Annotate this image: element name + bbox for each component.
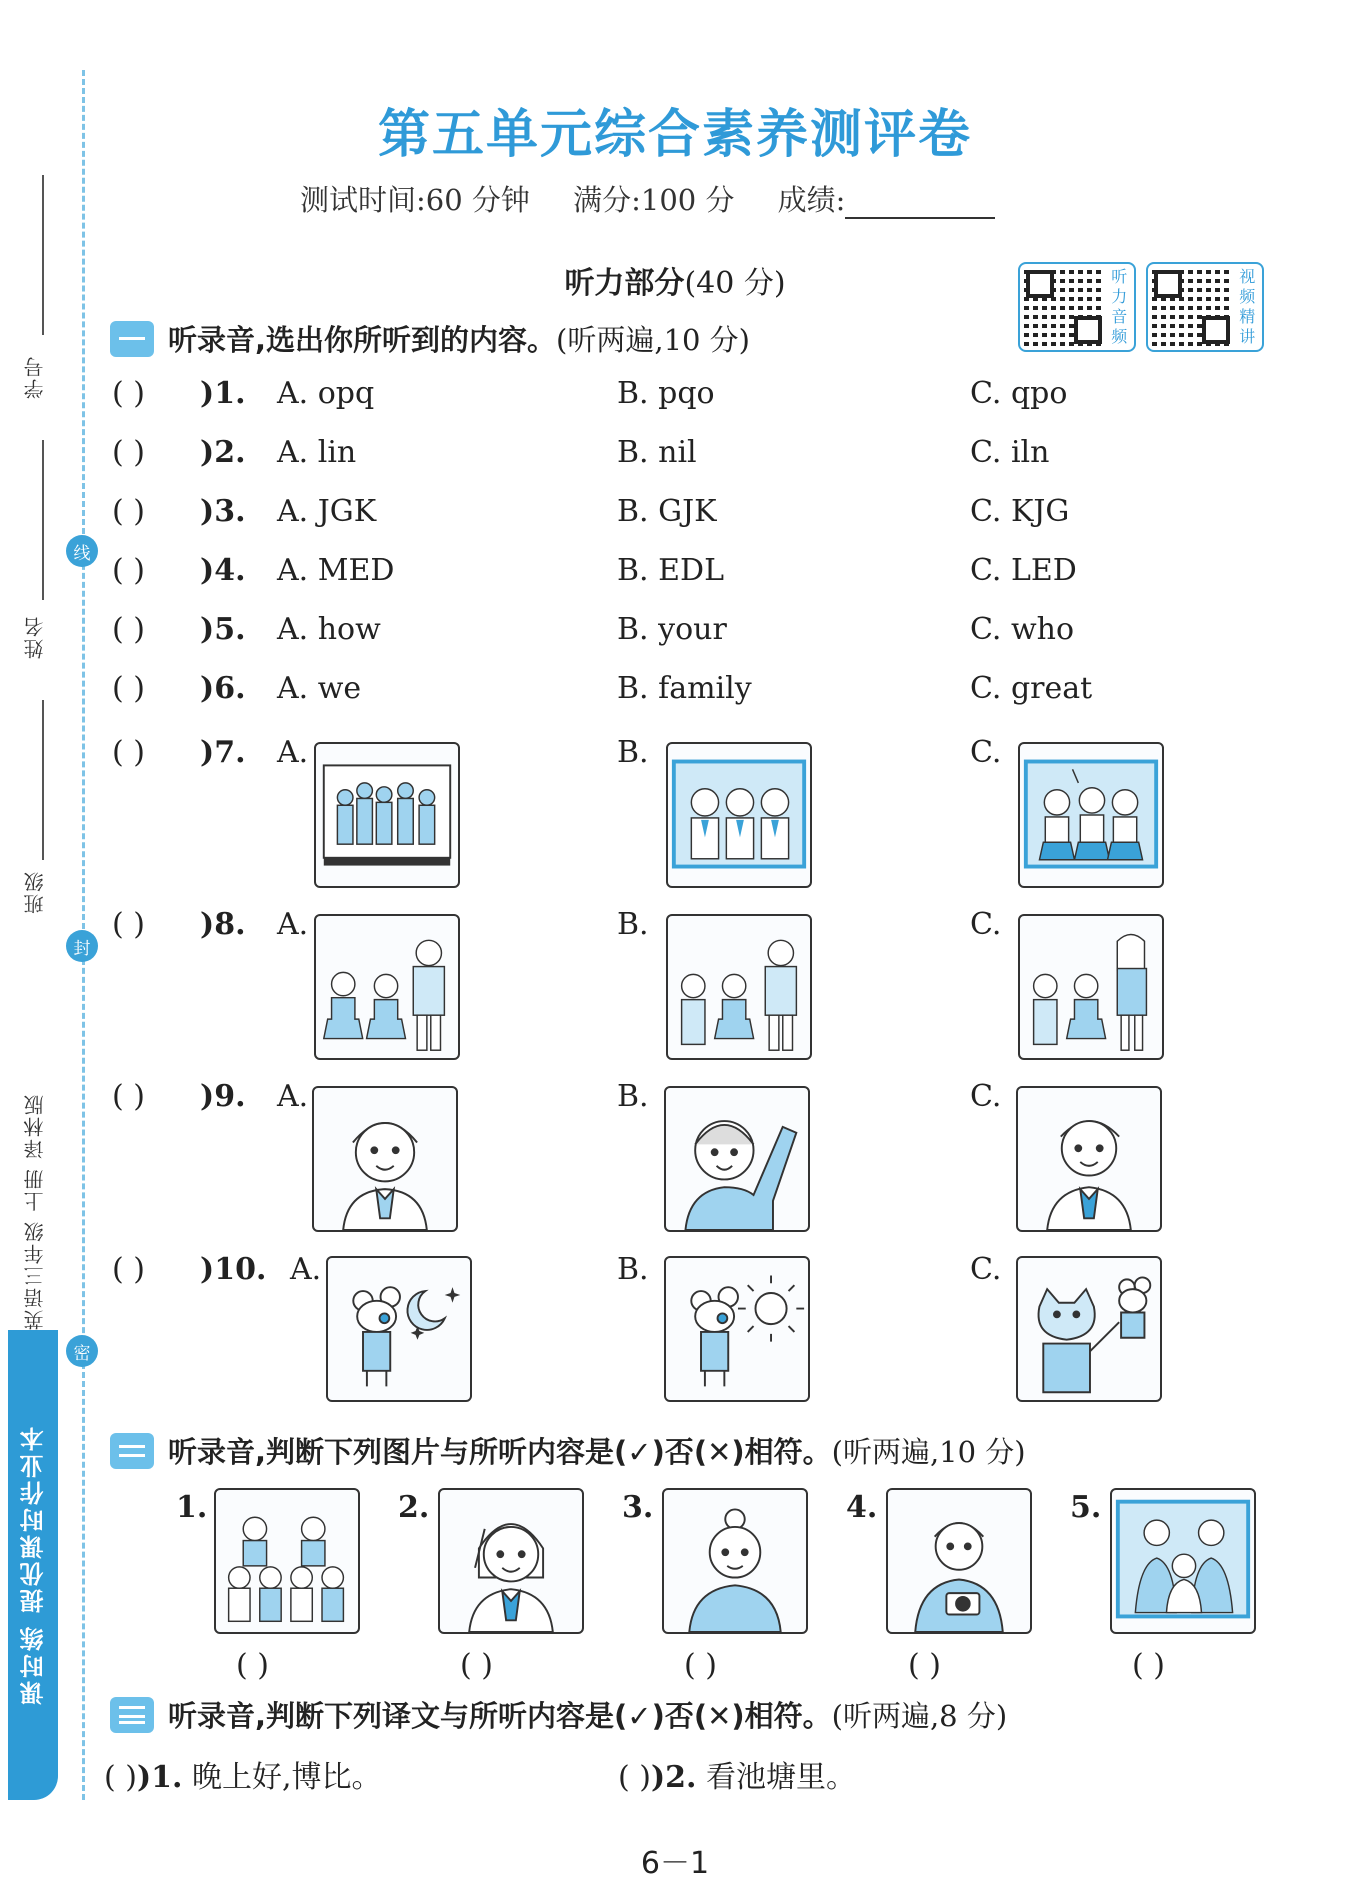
answer-blank[interactable]: ( ) bbox=[104, 1760, 137, 1795]
option-b: B. bbox=[617, 735, 649, 770]
option-a: A. we bbox=[277, 671, 362, 706]
question-number: )5. bbox=[200, 612, 246, 647]
answer-blank[interactable]: ( ) bbox=[684, 1648, 717, 1683]
item-number: )1. bbox=[136, 1760, 183, 1795]
section-3-header bbox=[110, 1694, 1007, 1735]
student-id-label: 学号 bbox=[23, 355, 47, 399]
question-row bbox=[112, 671, 1262, 719]
answer-blank[interactable]: ( ) bbox=[112, 435, 145, 470]
answer-blank[interactable]: ( ) bbox=[112, 494, 145, 529]
picture-8b-boy-girl-father[interactable] bbox=[666, 914, 812, 1060]
option-b: B. pqo bbox=[617, 376, 715, 411]
test-time: 测试时间:60 分钟 bbox=[300, 183, 530, 217]
picture-10b-mouse-day[interactable] bbox=[664, 1256, 810, 1402]
option-c: C. qpo bbox=[970, 376, 1068, 411]
option-c: C. bbox=[970, 1079, 1002, 1114]
option-b: B. EDL bbox=[617, 553, 724, 588]
picture-9c-boy-portrait[interactable] bbox=[1016, 1086, 1162, 1232]
option-b: B. family bbox=[617, 671, 752, 706]
judge-picture-3-mother[interactable] bbox=[662, 1488, 808, 1634]
student-id-line bbox=[42, 175, 44, 335]
picture-10a-mouse-night[interactable] bbox=[326, 1256, 472, 1402]
question-number: )9. bbox=[200, 1079, 246, 1114]
question-number: )8. bbox=[200, 907, 246, 942]
item-number: 4. bbox=[846, 1490, 878, 1525]
option-a: A. bbox=[277, 735, 309, 770]
brand-bar bbox=[8, 1330, 58, 1800]
section-3-title: 听录音,判断下列译文与所听内容是(✓)否(✕)相符。 bbox=[168, 1699, 832, 1733]
class-label: 班级 bbox=[23, 870, 47, 914]
section-2-note: (听两遍,10 分) bbox=[831, 1435, 1026, 1469]
option-b: B. bbox=[617, 1079, 649, 1114]
option-b: B. nil bbox=[617, 435, 697, 470]
option-c: C. great bbox=[970, 671, 1093, 706]
picture-7b-boys-photo[interactable] bbox=[666, 742, 812, 888]
answer-blank[interactable]: ( ) bbox=[460, 1648, 493, 1683]
section-number-2-icon bbox=[110, 1433, 154, 1469]
judge-picture-2-girl[interactable] bbox=[438, 1488, 584, 1634]
qr-code-icon bbox=[1152, 268, 1232, 346]
question-number: )2. bbox=[200, 435, 246, 470]
score-blank[interactable] bbox=[845, 189, 995, 219]
page-title: 第五单元综合素养测评卷 bbox=[377, 104, 972, 165]
question-row bbox=[112, 435, 1262, 483]
question-row bbox=[112, 553, 1262, 601]
brand-text: 课时练 提优课时作业本 bbox=[19, 1424, 48, 1706]
picture-9b-boy-waving[interactable] bbox=[664, 1086, 810, 1232]
item-number: 1. bbox=[176, 1490, 208, 1525]
part-points: (40 分) bbox=[684, 266, 786, 301]
question-number: )1. bbox=[200, 376, 246, 411]
option-a: A. MED bbox=[277, 553, 395, 588]
question-number: )10. bbox=[200, 1252, 267, 1287]
option-a: A. opq bbox=[277, 376, 375, 411]
answer-blank[interactable]: ( ) bbox=[112, 907, 145, 942]
option-b: B. your bbox=[617, 612, 727, 647]
question-number: )6. bbox=[200, 671, 246, 706]
picture-7c-girls-photo[interactable] bbox=[1018, 742, 1164, 888]
judge-picture-1-kids[interactable] bbox=[214, 1488, 360, 1634]
qr-audio-label: 听力音频 bbox=[1111, 267, 1128, 346]
translation-item-2 bbox=[618, 1752, 856, 1796]
name-label: 姓名 bbox=[23, 615, 47, 659]
picture-8a-kids-with-father[interactable] bbox=[314, 914, 460, 1060]
section-number-3-icon bbox=[110, 1697, 154, 1733]
edition-label: 英语三年级 上册 译林版 bbox=[23, 1093, 47, 1330]
answer-blank[interactable]: ( ) bbox=[112, 671, 145, 706]
item-number: 5. bbox=[1070, 1490, 1102, 1525]
section-2-header bbox=[110, 1430, 1026, 1471]
class-line bbox=[42, 700, 44, 860]
option-c: C. bbox=[970, 1252, 1002, 1287]
part-title-text: 听力部分 bbox=[564, 266, 685, 301]
answer-blank[interactable]: ( ) bbox=[1132, 1648, 1165, 1683]
item-number: )2. bbox=[650, 1760, 697, 1795]
item-number: 2. bbox=[398, 1490, 430, 1525]
section-1-header bbox=[110, 318, 750, 359]
answer-blank[interactable]: ( ) bbox=[908, 1648, 941, 1683]
question-number: )3. bbox=[200, 494, 246, 529]
qr-code-icon bbox=[1024, 268, 1104, 346]
answer-blank[interactable]: ( ) bbox=[112, 735, 145, 770]
option-c: C. iln bbox=[970, 435, 1050, 470]
question-number: )7. bbox=[200, 735, 246, 770]
qr-video[interactable] bbox=[1146, 262, 1264, 352]
name-line bbox=[42, 440, 44, 600]
option-a: A. how bbox=[277, 612, 381, 647]
option-a: A. lin bbox=[277, 435, 357, 470]
option-c: C. LED bbox=[970, 553, 1077, 588]
question-row bbox=[112, 494, 1262, 542]
translation-text: 晚上好,博比。 bbox=[182, 1760, 382, 1795]
section-number-1-icon bbox=[110, 321, 154, 357]
answer-blank[interactable]: ( ) bbox=[236, 1648, 269, 1683]
section-2-title: 听录音,判断下列图片与所听内容是(✓)否(✕)相符。 bbox=[168, 1435, 832, 1469]
judge-picture-5-family-photo[interactable] bbox=[1110, 1488, 1256, 1634]
judge-picture-4-father-camera[interactable] bbox=[886, 1488, 1032, 1634]
score-label: 成绩: bbox=[777, 183, 846, 217]
option-b: B. bbox=[617, 907, 649, 942]
section-1-title: 听录音,选出你所听到的内容。 bbox=[168, 323, 557, 357]
translation-item-1 bbox=[104, 1752, 382, 1796]
question-row bbox=[112, 376, 1262, 424]
answer-blank[interactable]: ( ) bbox=[112, 1252, 145, 1287]
question-row bbox=[112, 612, 1262, 660]
option-c: C. KJG bbox=[970, 494, 1070, 529]
picture-7a-family-photo[interactable] bbox=[314, 742, 460, 888]
picture-10c-cat-and-mouse[interactable] bbox=[1016, 1256, 1162, 1402]
option-b: B. GJK bbox=[617, 494, 717, 529]
qr-audio[interactable] bbox=[1018, 262, 1136, 352]
option-a: A. bbox=[277, 907, 309, 942]
answer-blank[interactable]: ( ) bbox=[112, 1079, 145, 1114]
option-a: A. bbox=[290, 1252, 322, 1287]
seal-circle-feng: 封 bbox=[66, 930, 98, 962]
section-1-note: (听两遍,10 分) bbox=[556, 323, 750, 357]
page-number: 6－1 bbox=[640, 1846, 710, 1881]
translation-text: 看池塘里。 bbox=[696, 1760, 857, 1795]
answer-blank[interactable]: ( ) bbox=[618, 1760, 651, 1795]
answer-blank[interactable]: ( ) bbox=[112, 612, 145, 647]
test-info bbox=[300, 178, 1029, 219]
answer-blank[interactable]: ( ) bbox=[112, 376, 145, 411]
option-b: B. bbox=[617, 1252, 649, 1287]
seal-circle-mi: 密 bbox=[66, 1335, 98, 1367]
option-a: A. JGK bbox=[277, 494, 377, 529]
option-a: A. bbox=[277, 1079, 309, 1114]
option-c: C. bbox=[970, 907, 1002, 942]
option-c: C. who bbox=[970, 612, 1075, 647]
picture-8c-kids-with-mother[interactable] bbox=[1018, 914, 1164, 1060]
qr-video-label: 视频精讲 bbox=[1239, 267, 1256, 346]
section-3-note: (听两遍,8 分) bbox=[831, 1699, 1008, 1733]
answer-blank[interactable]: ( ) bbox=[112, 553, 145, 588]
seal-circle-xian: 线 bbox=[66, 535, 98, 567]
item-number: 3. bbox=[622, 1490, 654, 1525]
full-score: 满分:100 分 bbox=[573, 183, 735, 217]
picture-9a-boy-portrait[interactable] bbox=[312, 1086, 458, 1232]
question-number: )4. bbox=[200, 553, 246, 588]
option-c: C. bbox=[970, 735, 1002, 770]
